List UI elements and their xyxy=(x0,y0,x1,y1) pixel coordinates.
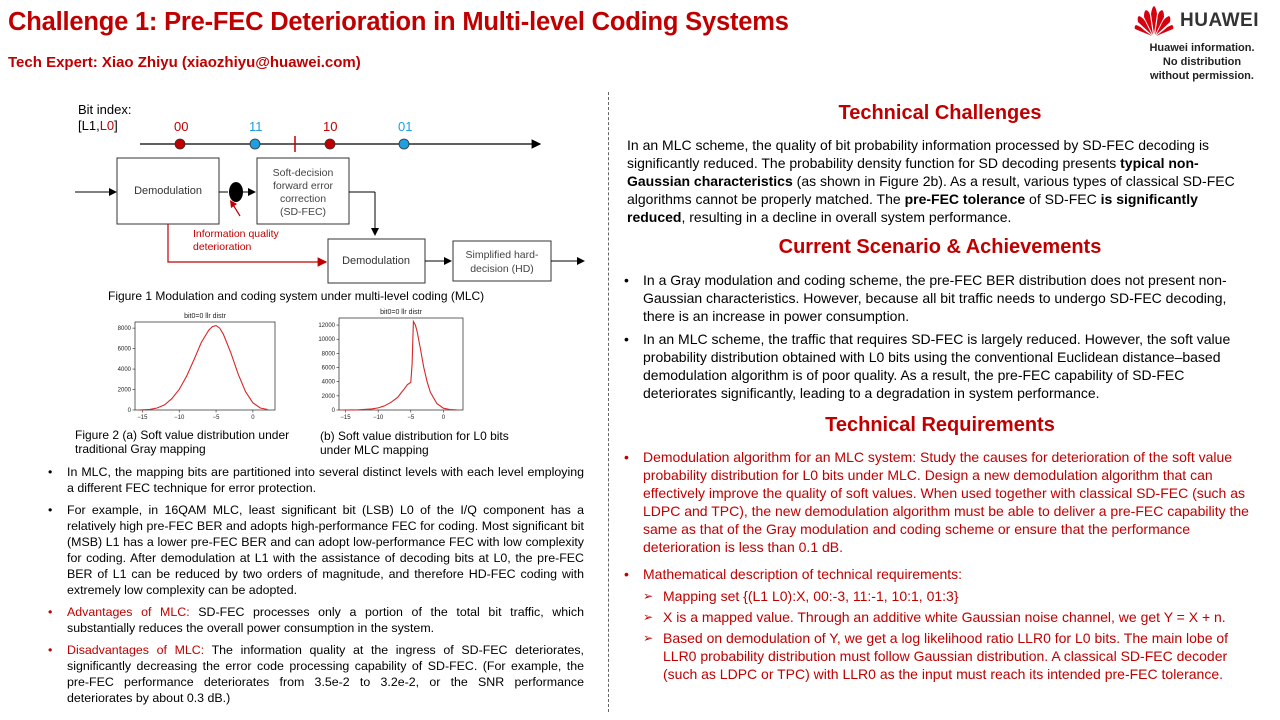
math-sublist xyxy=(643,587,1258,683)
scenario-item-gray: • In a Gray modulation and coding scheme, the pre-FEC BER distribution does not present non-Gaussian characteristics. However, because all bit traffic needs to undergo SD-FEC decoding, there is an increase in power consumption. xyxy=(622,271,1258,325)
figure2a-caption-line-2: traditional Gray mapping xyxy=(75,442,206,456)
huawei-logo-icon xyxy=(1132,4,1176,38)
notice-line-1: Huawei information. xyxy=(1149,42,1255,54)
disadvantages-label: Disadvantages of MLC: xyxy=(67,643,205,657)
series-line xyxy=(342,322,456,411)
plot-a-soft-value-gray xyxy=(105,310,280,425)
deterioration-node xyxy=(229,182,243,202)
y-tick-label: 6000 xyxy=(117,346,131,353)
demodulation-label-1: Demodulation xyxy=(134,185,202,197)
y-tick-label: 6000 xyxy=(321,365,335,372)
constellation-point-11 xyxy=(250,139,260,149)
y-tick-label: 0 xyxy=(331,408,335,414)
advantages-label: Advantages of MLC: xyxy=(67,605,190,619)
hd-line-2: decision (HD) xyxy=(470,263,534,275)
figure2b-caption-line-2: under MLC mapping xyxy=(320,443,429,457)
y-tick-label: 4000 xyxy=(321,379,335,386)
math-item-llr: ➢ Based on demodulation of Y, we get a log likelihood ratio LLR0 for L0 bits. The main lobe of LLR0 probability distribution must follow Gaussian distribution. A classical SD-FEC decoder (such as LDPC or TPC) with LLR0 as the input must reach its intended pre-FEC tolerance. xyxy=(643,629,1258,683)
mlc-bullet: • In MLC, the mapping bits are partitioned into several distinct levels with each level employing a different FEC technique for error protection. xyxy=(46,464,584,496)
bit-index-label: Bit index: xyxy=(78,102,132,117)
point-label-01: 01 xyxy=(398,119,413,134)
sdfec-line-4: (SD-FEC) xyxy=(279,206,327,218)
mlc-advantages-bullet xyxy=(46,604,584,636)
demodulation-label-2: Demodulation xyxy=(342,255,410,267)
x-tick-label: −5 xyxy=(212,415,220,421)
plot-frame xyxy=(135,322,275,410)
figure2b-caption xyxy=(320,429,509,457)
plot-title: bit0=0 llr distr xyxy=(380,309,422,316)
scenario-title: Current Scenario & Achievements xyxy=(778,236,1102,258)
point-label-11: 11 xyxy=(249,119,263,134)
x-tick-label: −15 xyxy=(340,415,351,421)
advantages-text: SD-FEC processes only a portion of the total bit traffic, which substantially reduces the overall power consumption in the system. xyxy=(67,605,584,635)
y-tick-label: 8000 xyxy=(117,326,131,333)
requirement-1-text: Study the causes for deterioration of the soft value probability distribution for L0 bits under MLC. Design a new demodulation algorithm that can effectively improve the quality of soft values. When used together with classical SD-FEC (such as LDPC and TPC), the new demodulation algorithm must be able to deliver a pre-FEC capability the same as that of the Gray modulation and coding scheme or ensure that the performance deterioration is less than 0.1 dB. xyxy=(643,449,1249,555)
distribution-notice xyxy=(1132,41,1272,83)
math-item-mapping: ➢ Mapping set {(L1 L0):X, 00:-3, 11:-1, 10:1, 01:3} xyxy=(643,587,1258,605)
info-quality-label-2: deterioration xyxy=(193,241,252,253)
hd-line-1: Simplified hard- xyxy=(465,249,539,261)
scenario-item-mlc: • In an MLC scheme, the traffic that requires SD-FEC is largely reduced. However, the soft value probability distribution obtained with L0 bits using the conventional Euclidean distance–based demodulation algorithm is of poor quality. As a result, the pre-FEC capability of SD-FEC deteriorates significantly, leading to a degradation in system performance. xyxy=(622,330,1258,402)
math-item-channel: ➢ X is a mapped value. Through an additive white Gaussian noise channel, we get Y = X + n. xyxy=(643,608,1258,626)
plot-title: bit0=0 llr distr xyxy=(184,313,226,320)
x-tick-label: −10 xyxy=(373,415,384,421)
hard-decision-box xyxy=(453,241,551,281)
x-tick-label: −15 xyxy=(137,415,148,421)
info-quality-label-1: Information quality xyxy=(193,228,279,240)
technical-challenges-title: Technical Challenges xyxy=(838,102,1042,124)
requirement-1-label: Demodulation algorithm for an MLC system: xyxy=(643,449,917,465)
bit-index-format: [L1,L0] xyxy=(78,118,118,133)
y-tick-label: 8000 xyxy=(321,351,335,358)
mlc-bullet: • For example, in 16QAM MLC, least significant bit (LSB) L0 of the I/Q component has a relatively high pre-FEC BER and adopts high-performance FEC for coding. Most significant bit (MSB) L1 has a lower pre-FEC BER and can adopt low-performance FEC with low complexity for coding. After demodulation at L1 with the assistance of decoding bits at L0, the pre-FEC BER of L1 can be reduced by two orders of magnitude, and therefore HD-FEC coding with extremely low complexity can be adopted. xyxy=(46,502,584,598)
notice-line-3: without permission. xyxy=(1150,70,1254,82)
requirement-demodulation xyxy=(622,448,1258,556)
requirements-list xyxy=(622,448,1258,686)
plot-b-soft-value-mlc xyxy=(318,306,465,421)
y-tick-label: 12000 xyxy=(318,323,335,330)
scenario-list xyxy=(622,271,1258,402)
y-tick-label: 0 xyxy=(127,408,131,414)
x-tick-label: −10 xyxy=(174,415,185,421)
requirement-2-label: Mathematical description of technical requirements: xyxy=(643,566,963,582)
requirements-title: Technical Requirements xyxy=(825,414,1055,436)
plot-frame xyxy=(339,318,463,410)
sdfec-line-2: forward error xyxy=(272,180,334,192)
figure1-diagram xyxy=(70,96,600,306)
tech-expert: Tech Expert: Xiao Zhiyu (xiaozhiyu@huawei.com) xyxy=(8,54,361,71)
mlc-bullet-list xyxy=(46,464,584,712)
constellation-point-10 xyxy=(325,139,335,149)
technical-challenges-text: In an MLC scheme, the quality of bit probability information processed by SD-FEC decoding is significantly reduced. The probability density function for SD decoding presents typical non-Gaussian characteristics (as shown in Figure 2b). As a result, various types of classical SD-FEC algorithms cannot be properly matched. The pre-FEC tolerance of SD-FEC is significantly reduced, resulting in a decline in overall system performance. xyxy=(627,137,1235,225)
y-tick-label: 2000 xyxy=(117,387,131,394)
y-tick-label: 2000 xyxy=(321,393,335,400)
mlc-disadvantages-bullet xyxy=(46,642,584,706)
y-tick-label: 10000 xyxy=(318,337,335,344)
constellation-point-01 xyxy=(399,139,409,149)
constellation-point-00 xyxy=(175,139,185,149)
figure2a-caption xyxy=(75,428,289,456)
x-tick-label: 0 xyxy=(251,415,255,421)
disadvantages-text: The information quality at the ingress of SD-FEC deteriorates, significantly decreasing the error code processing capability of SD-FEC. (For example, the pre-FEC performance deteriorates from 3.5e-2 to 3.2e-2, or the SNR performance deteriorates by about 0.3 dB.) xyxy=(67,643,584,705)
point-label-00: 00 xyxy=(174,119,189,134)
page-title: Challenge 1: Pre-FEC Deterioration in Multi-level Coding Systems xyxy=(8,8,789,36)
sdfec-line-1: Soft-decision xyxy=(272,167,334,179)
brand-name: HUAWEI xyxy=(1180,10,1259,31)
x-tick-label: −5 xyxy=(407,415,415,421)
x-tick-label: 0 xyxy=(441,415,446,421)
y-tick-label: 4000 xyxy=(117,367,131,374)
series-line xyxy=(139,326,268,410)
notice-line-2: No distribution xyxy=(1162,56,1242,68)
figure1-caption: Figure 1 Modulation and coding system under multi-level coding (MLC) xyxy=(108,289,485,303)
figure2a-caption-line-1: Figure 2 (a) Soft value distribution under xyxy=(75,428,290,442)
sdfec-line-3: correction xyxy=(279,193,327,205)
column-divider xyxy=(608,92,609,712)
requirement-math xyxy=(622,565,1258,683)
point-label-10: 10 xyxy=(323,119,338,134)
figure2b-caption-line-1: (b) Soft value distribution for L0 bits xyxy=(320,429,509,443)
